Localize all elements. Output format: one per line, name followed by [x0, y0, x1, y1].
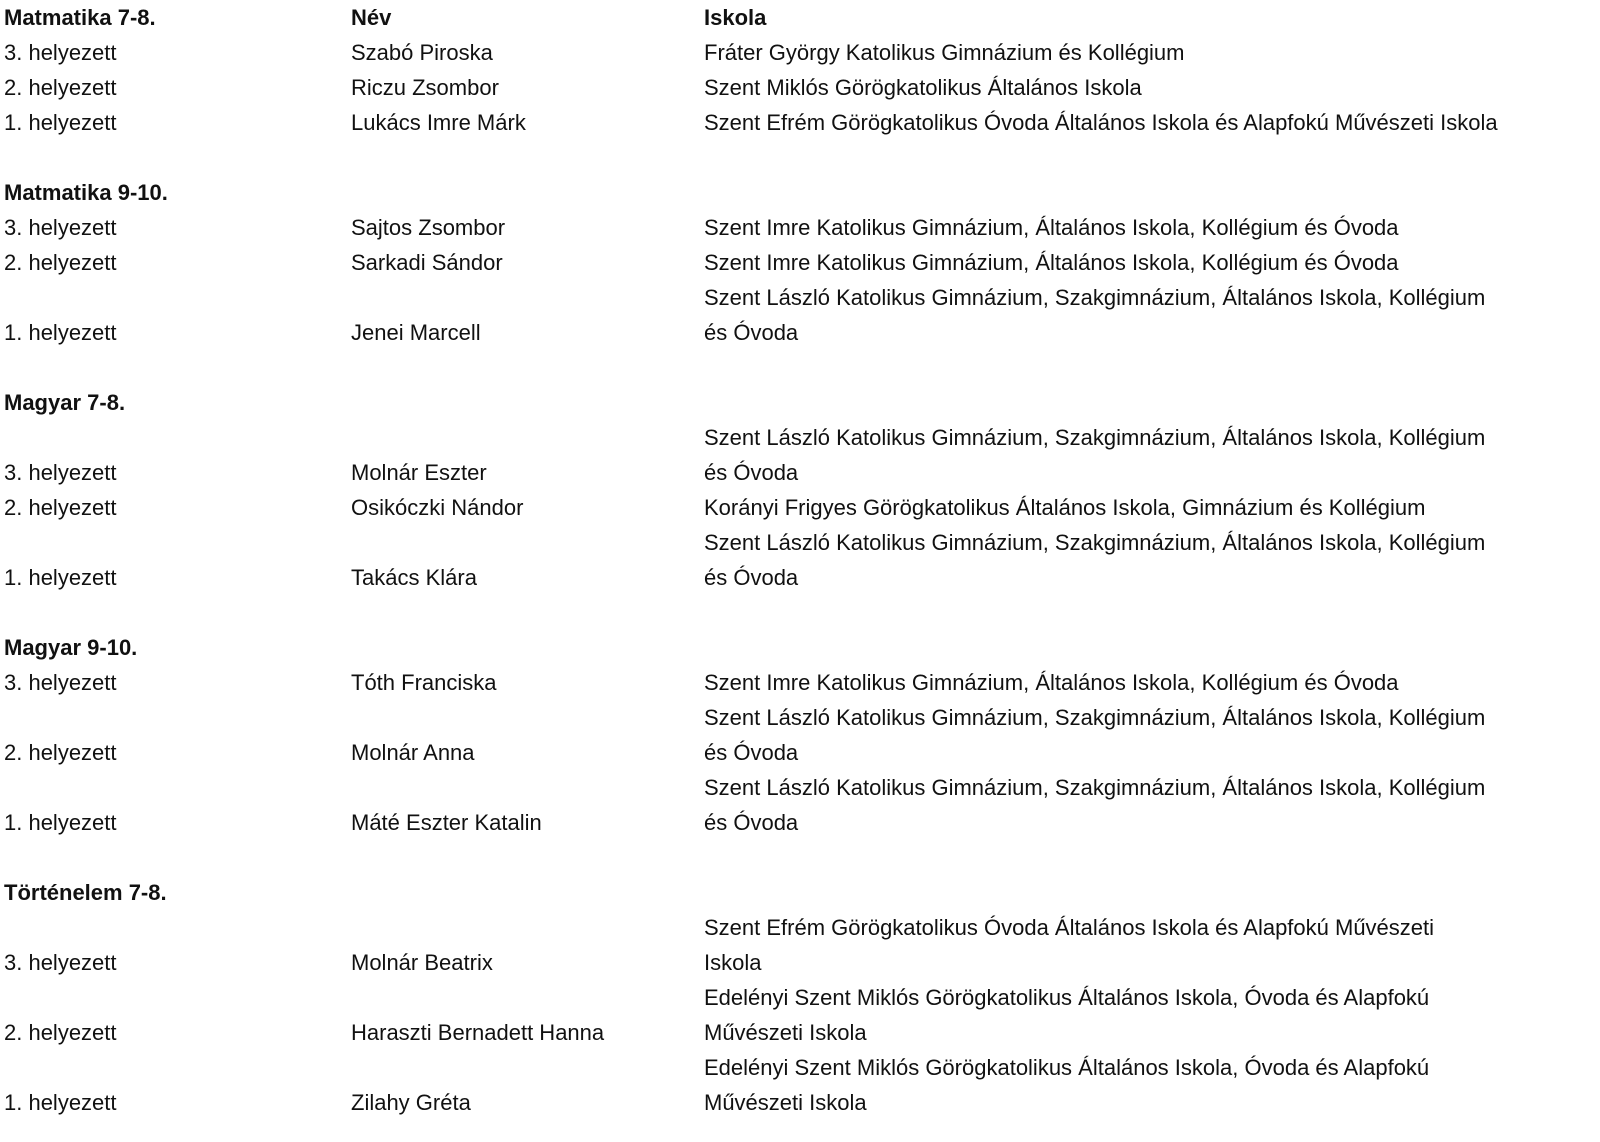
- school-name: [704, 420, 1596, 490]
- school-line: Művészeti Iskola: [704, 1090, 867, 1115]
- result-row: [4, 280, 1596, 350]
- result-row: [4, 70, 1596, 105]
- place-label: 3. helyezett: [4, 950, 117, 975]
- school-name: [704, 665, 1596, 700]
- header-row: [4, 0, 1596, 35]
- result-row: [4, 210, 1596, 245]
- school-line: Szent László Katolikus Gimnázium, Szakgimnázium, Általános Iskola, Kollégium: [704, 705, 1486, 730]
- school-line: Szent Imre Katolikus Gimnázium, Általános Iskola, Kollégium és Óvoda: [704, 670, 1399, 695]
- section-title: Matmatika 7-8.: [4, 5, 156, 30]
- section-title: Magyar 7-8.: [4, 390, 126, 415]
- student-name: Sarkadi Sándor: [351, 250, 503, 275]
- place-label: 2. helyezett: [4, 75, 117, 100]
- student-name: Tóth Franciska: [351, 670, 497, 695]
- place-label: 2. helyezett: [4, 740, 117, 765]
- result-row: [4, 770, 1596, 840]
- school-line: Szent Efrém Görögkatolikus Óvoda Általános Iskola és Alapfokú Művészeti: [704, 915, 1435, 940]
- place-label: 1. helyezett: [4, 565, 117, 590]
- school-line: Fráter György Katolikus Gimnázium és Kollégium: [704, 40, 1185, 65]
- result-row: [4, 910, 1596, 980]
- school-name: [704, 210, 1596, 245]
- student-name: Máté Eszter Katalin: [351, 810, 542, 835]
- place-label: 2. helyezett: [4, 1020, 117, 1045]
- student-name: Molnár Eszter: [351, 460, 487, 485]
- result-row: [4, 980, 1596, 1050]
- school-line: Szent Efrém Görögkatolikus Óvoda Általános Iskola és Alapfokú Művészeti Iskola: [704, 110, 1498, 135]
- result-row: [4, 105, 1596, 140]
- place-label: 1. helyezett: [4, 110, 117, 135]
- school-name: [704, 105, 1596, 140]
- place-label: 3. helyezett: [4, 460, 117, 485]
- school-column-header: Iskola: [704, 5, 767, 30]
- section-spacer: [4, 350, 1596, 385]
- student-name: Zilahy Gréta: [351, 1090, 471, 1115]
- school-line: Edelényi Szent Miklós Görögkatolikus Általános Iskola, Óvoda és Alapfokú: [704, 1055, 1430, 1080]
- school-name: [704, 35, 1596, 70]
- school-line: Szent Imre Katolikus Gimnázium, Általános Iskola, Kollégium és Óvoda: [704, 215, 1399, 240]
- result-row: [4, 420, 1596, 490]
- school-name: [704, 980, 1596, 1050]
- result-row: [4, 665, 1596, 700]
- school-line: Szent László Katolikus Gimnázium, Szakgimnázium, Általános Iskola, Kollégium: [704, 530, 1486, 555]
- sections-container: [4, 35, 1596, 1120]
- place-label: 1. helyezett: [4, 810, 117, 835]
- place-label: 3. helyezett: [4, 215, 117, 240]
- school-name: [704, 1050, 1596, 1120]
- school-line: Művészeti Iskola: [704, 1020, 867, 1045]
- school-line: Iskola: [704, 950, 762, 975]
- place-label: 1. helyezett: [4, 320, 117, 345]
- student-name: Osikóczki Nándor: [351, 495, 524, 520]
- section-spacer: [4, 595, 1596, 630]
- school-name: [704, 770, 1596, 840]
- school-line: Korányi Frigyes Görögkatolikus Általános Iskola, Gimnázium és Kollégium: [704, 495, 1426, 520]
- place-label: 1. helyezett: [4, 1090, 117, 1115]
- result-row: [4, 1050, 1596, 1120]
- name-column-header: Név: [351, 5, 392, 30]
- student-name: Jenei Marcell: [351, 320, 481, 345]
- section-spacer: [4, 140, 1596, 175]
- student-name: Molnár Beatrix: [351, 950, 493, 975]
- school-name: [704, 245, 1596, 280]
- school-name: [704, 910, 1596, 980]
- student-name: Szabó Piroska: [351, 40, 493, 65]
- school-line: Szent László Katolikus Gimnázium, Szakgimnázium, Általános Iskola, Kollégium: [704, 775, 1486, 800]
- student-name: Haraszti Bernadett Hanna: [351, 1020, 605, 1045]
- school-line: Edelényi Szent Miklós Görögkatolikus Általános Iskola, Óvoda és Alapfokú: [704, 985, 1430, 1010]
- result-row: [4, 490, 1596, 525]
- result-row: [4, 700, 1596, 770]
- school-line: és Óvoda: [704, 740, 799, 765]
- school-name: [704, 280, 1596, 350]
- results-document: [4, 0, 1596, 1120]
- school-name: [704, 700, 1596, 770]
- student-name: Takács Klára: [351, 565, 477, 590]
- section-title: Történelem 7-8.: [4, 880, 167, 905]
- section-spacer: [4, 840, 1596, 875]
- place-label: 2. helyezett: [4, 495, 117, 520]
- school-line: Szent László Katolikus Gimnázium, Szakgimnázium, Általános Iskola, Kollégium: [704, 285, 1486, 310]
- school-name: [704, 525, 1596, 595]
- result-row: [4, 245, 1596, 280]
- school-name: [704, 70, 1596, 105]
- school-line: és Óvoda: [704, 810, 799, 835]
- school-line: és Óvoda: [704, 565, 799, 590]
- place-label: 3. helyezett: [4, 670, 117, 695]
- student-name: Molnár Anna: [351, 740, 475, 765]
- student-name: Sajtos Zsombor: [351, 215, 506, 240]
- school-line: és Óvoda: [704, 460, 799, 485]
- school-name: [704, 490, 1596, 525]
- place-label: 3. helyezett: [4, 40, 117, 65]
- student-name: Lukács Imre Márk: [351, 110, 526, 135]
- school-line: Szent Imre Katolikus Gimnázium, Általános Iskola, Kollégium és Óvoda: [704, 250, 1399, 275]
- result-row: [4, 35, 1596, 70]
- school-line: Szent László Katolikus Gimnázium, Szakgimnázium, Általános Iskola, Kollégium: [704, 425, 1486, 450]
- student-name: Riczu Zsombor: [351, 75, 499, 100]
- section-title: Magyar 9-10.: [4, 635, 138, 660]
- section-title: Matmatika 9-10.: [4, 180, 168, 205]
- place-label: 2. helyezett: [4, 250, 117, 275]
- school-line: Szent Miklós Görögkatolikus Általános Iskola: [704, 75, 1142, 100]
- result-row: [4, 525, 1596, 595]
- school-line: és Óvoda: [704, 320, 799, 345]
